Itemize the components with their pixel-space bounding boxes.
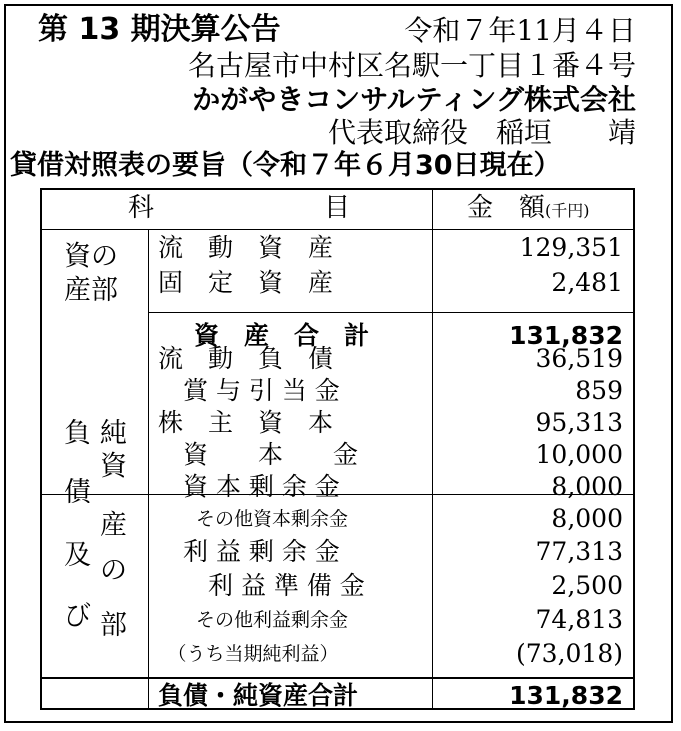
liab-section-label: 及 (64, 540, 91, 571)
liab-row-value: 77,313 (535, 537, 623, 566)
equity-section-label: 純 (100, 418, 127, 449)
liab-row-value: (73,018) (516, 639, 623, 668)
liab-row-value: 8,000 (551, 504, 623, 533)
asset-row-label: 固 定 資 産 (158, 268, 334, 297)
liab-section-label: 債 (64, 477, 91, 508)
liab-row-value: 95,313 (535, 408, 623, 437)
liab-equity-total-value: 131,832 (509, 681, 623, 710)
liab-row-value: 859 (575, 376, 623, 405)
assets-section-label-1: 資の (64, 241, 118, 272)
liab-row-value: 74,813 (535, 605, 623, 634)
liab-row-label: その他利益剰余金 (158, 609, 349, 631)
equity-section-label: 資 (100, 451, 127, 482)
liab-equity-total-label: 負債・純資産合計 (158, 681, 359, 710)
liab-row-label: 資 本 金 (158, 440, 359, 469)
liab-section-label: び (64, 601, 91, 632)
asset-row-label: 流 動 資 産 (158, 233, 334, 262)
liab-row-label: 賞 与 引 当 金 (158, 376, 340, 405)
notice-date: 令和７年11月４日 (404, 14, 636, 47)
liab-row-value: 8,000 (551, 472, 623, 501)
company-address: 名古屋市中村区名駅一丁目１番４号 (187, 49, 636, 82)
header-unit: (千円) (545, 201, 590, 220)
equity-section-label: の (100, 555, 127, 586)
liab-row-label: 利 益 準 備 金 (158, 571, 365, 600)
assets-total-value: 131,832 (509, 321, 623, 350)
asset-row-value: 129,351 (519, 233, 623, 262)
liab-section-label: 負 (64, 418, 91, 449)
equity-section-label: 産 (100, 510, 127, 541)
liab-row-value: 2,500 (551, 571, 623, 600)
equity-section-label: 部 (100, 610, 127, 641)
representative: 代表取締役 稲垣 靖 (327, 116, 636, 149)
liab-row-label: 株 主 資 本 (158, 408, 334, 437)
liab-row-label: 資 本 剰 余 金 (158, 472, 340, 501)
statement-title: 貸借対照表の要旨（令和７年６月30日現在） (10, 150, 561, 181)
company-name: かがやきコンサルティング株式会社 (192, 83, 636, 116)
balance-sheet-table (40, 188, 635, 710)
header-amount-label: 金 額 (467, 193, 546, 223)
liab-row-value: 36,519 (535, 344, 623, 373)
liab-row-label: 流 動 負 債 (158, 344, 334, 373)
liab-row-value: 10,000 (535, 440, 623, 469)
liab-row-label: その他資本剰余金 (158, 508, 349, 530)
assets-section-label-2: 産部 (64, 275, 118, 306)
notice-title: 第 13 期決算公告 (38, 12, 281, 47)
header-item-left: 科 (128, 193, 155, 223)
asset-row-value: 2,481 (551, 268, 623, 297)
header-item-right: 目 (324, 193, 351, 223)
liab-row-label: （うち当期純利益） (158, 643, 339, 665)
assets-total-label: 資 産 合 計 (194, 321, 370, 350)
liab-row-label: 利 益 剰 余 金 (158, 537, 340, 566)
header-amount (467, 195, 590, 221)
